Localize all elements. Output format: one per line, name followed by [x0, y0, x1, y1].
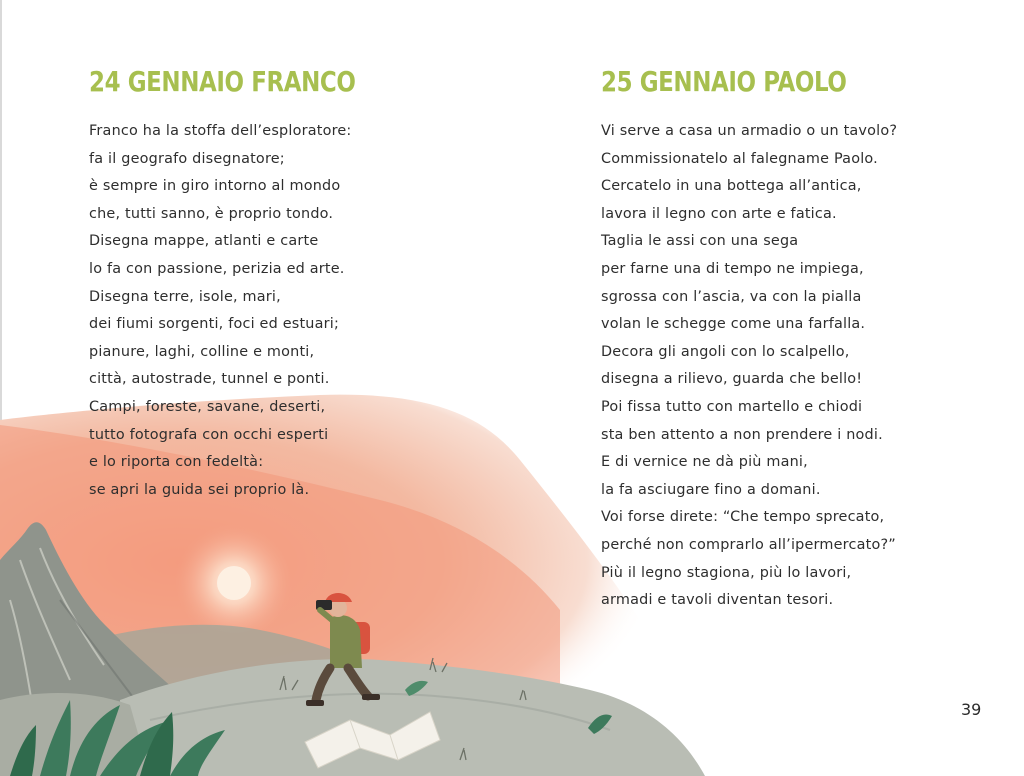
poem-line: per farne una di tempo ne impiega, — [601, 260, 864, 277]
poem-line: è sempre in giro intorno al mondo — [89, 178, 341, 195]
poem-text — [601, 118, 1011, 615]
poem-text — [89, 118, 509, 504]
poem-line: dei fiumi sorgenti, foci ed estuari; — [89, 316, 340, 333]
poem-line: Più il legno stagiona, più lo lavori, — [601, 564, 852, 581]
poem-line: e lo riporta con fedeltà: — [89, 454, 264, 471]
poem-line: pianure, laghi, colline e monti, — [89, 343, 315, 360]
poem-line: Disegna terre, isole, mari, — [89, 288, 281, 305]
poem-line: Commissionatelo al falegname Paolo. — [601, 150, 878, 167]
poem-line: fa il geografo disegnatore; — [89, 150, 285, 167]
poem-line: se apri la guida sei proprio là. — [89, 481, 310, 498]
poem-line: sgrossa con l’ascia, va con la pialla — [601, 288, 862, 305]
poem-line: Taglia le assi con una sega — [601, 233, 799, 250]
poem-line: Vi serve a casa un armadio o un tavolo? — [601, 123, 898, 139]
poem-line: volan le schegge come una farfalla. — [601, 316, 866, 333]
poem-line: lo fa con passione, perizia ed arte. — [89, 260, 345, 277]
poem-line: disegna a rilievo, guarda che bello! — [601, 371, 863, 388]
poem-line: Decora gli angoli con lo scalpello, — [601, 343, 850, 360]
poem-line: Poi fissa tutto con martello e chiodi — [601, 398, 863, 415]
poem-column-paolo — [601, 60, 1011, 615]
poem-column-franco — [89, 60, 509, 504]
poem-line: Franco ha la stoffa dell’esploratore: — [89, 123, 352, 139]
poem-title: 24 GENNAIO FRANCO — [89, 65, 356, 98]
poem-line: Disegna mappe, atlanti e carte — [89, 233, 319, 250]
poem-line: Campi, foreste, savane, deserti, — [89, 398, 326, 415]
poem-line: perché non comprarlo all’ipermercato?” — [601, 536, 896, 553]
poem-line: tutto fotografa con occhi esperti — [89, 426, 329, 443]
poem-title: 25 GENNAIO PAOLO — [601, 65, 847, 98]
poem-line: città, autostrade, tunnel e ponti. — [89, 371, 330, 388]
poem-line: Voi forse direte: “Che tempo sprecato, — [601, 509, 885, 526]
poem-line: E di vernice ne dà più mani, — [601, 454, 808, 471]
poem-line: Cercatelo in una bottega all’antica, — [601, 178, 862, 195]
poem-line: che, tutti sanno, è proprio tondo. — [89, 205, 334, 222]
poem-line: sta ben attento a non prendere i nodi. — [601, 426, 883, 443]
poem-line: armadi e tavoli diventan tesori. — [601, 592, 834, 609]
page-number: 39 — [961, 700, 982, 719]
poem-line: lavora il legno con arte e fatica. — [601, 205, 837, 222]
poem-line: la fa asciugare fino a domani. — [601, 481, 821, 498]
